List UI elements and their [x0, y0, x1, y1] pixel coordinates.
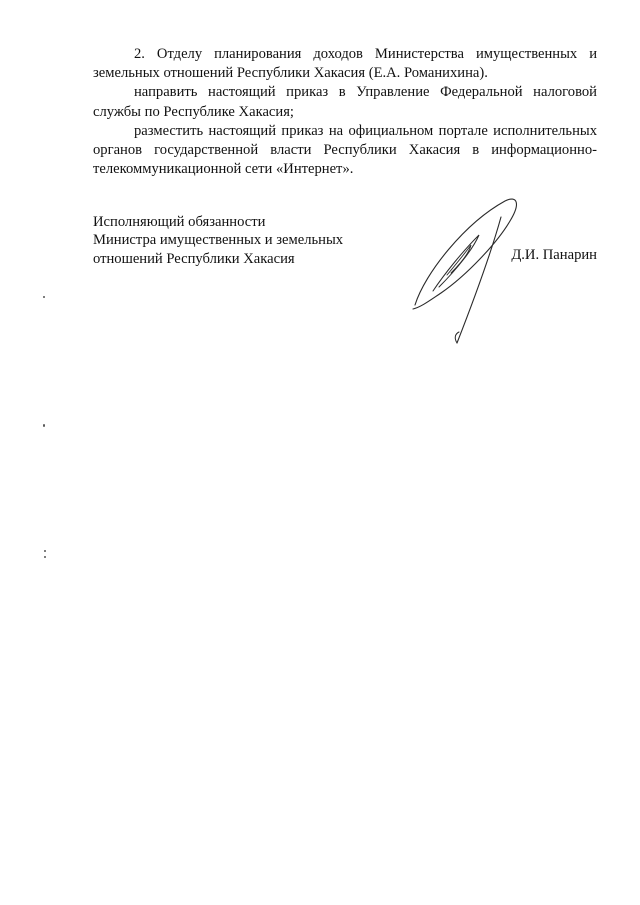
- handwritten-signature: [405, 193, 525, 348]
- signature-stroke-loop: [433, 235, 479, 291]
- signatory-title-line: Исполняющий обязанности: [93, 214, 266, 230]
- paragraph-item-2: 2. Отделу планирования доходов Министерства имущественных и земельных отношений Республики Хакасия (Е.А. Романихина).: [93, 46, 597, 82]
- signer-name: Д.И. Панарин: [511, 247, 597, 263]
- signature-stroke-main: [413, 199, 516, 309]
- paragraph-send-order: направить настоящий приказ в Управление Федеральной налоговой службы по Республике Хакасия;: [93, 84, 597, 120]
- signature-stroke-inner: [447, 245, 471, 275]
- order-text: [93, 45, 597, 179]
- signatory-title-line: Министра имущественных и земельных: [93, 232, 344, 249]
- scan-speck: [44, 550, 46, 552]
- scan-speck: [43, 424, 45, 427]
- signatory-title-line: отношений Республики Хакасия: [93, 250, 295, 267]
- scan-speck: [44, 556, 46, 558]
- scan-speck: [43, 296, 45, 298]
- paragraph-publish-order: разместить настоящий приказ на официальном портале исполнительных органов государственной власти Республики Хакасия в информационно-телекоммуникационной сети «Интернет».: [93, 122, 597, 178]
- signatory-title: [93, 213, 343, 268]
